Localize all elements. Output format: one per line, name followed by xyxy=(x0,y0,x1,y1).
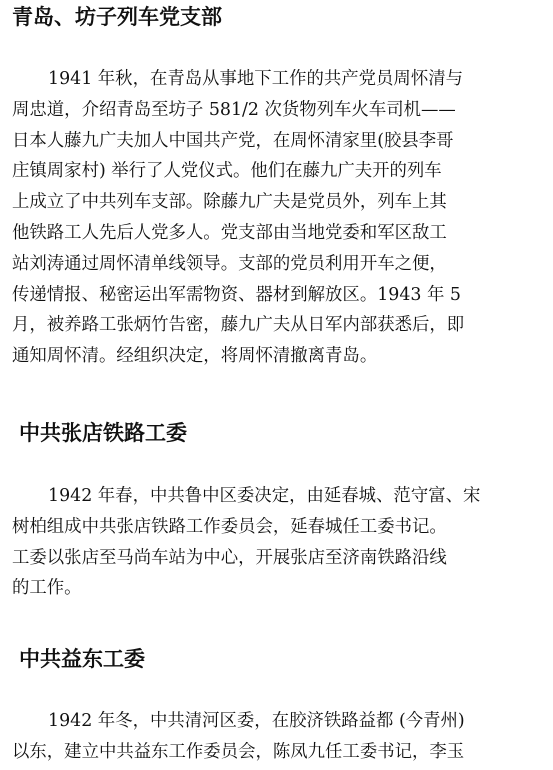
text-line: 周忠道，介绍青岛至坊子 581/2 次货物列车火车司机—— xyxy=(12,99,456,120)
section-body-yidong xyxy=(12,706,542,768)
section-body-qingdao-fangzi xyxy=(12,64,542,372)
text-line: 以东，建立中共益东工作委员会，陈凤九任工委书记，李玉 xyxy=(12,741,465,762)
text-line: 树柏组成中共张店铁路工作委员会，延春城任工委书记。 xyxy=(12,516,447,537)
text-line: 上成立了中共列车支部。除藤九广夫是党员外，列车上其 xyxy=(12,192,447,213)
section-title-qingdao-fangzi-train-party-branch: 青岛、坊子列车党支部 xyxy=(12,5,222,29)
text-line: 站刘涛通过周怀清单线领导。支部的党员利用开车之便， xyxy=(12,253,447,274)
text-line: 传递情报、秘密运出军需物资、器材到解放区。1943 年 5 xyxy=(12,284,461,305)
text-line: 1941 年秋，在青岛从事地下工作的共产党员周怀清与 xyxy=(48,69,463,89)
section-title-zhangdian-railway-work-committee: 中共张店铁路工委 xyxy=(19,421,187,445)
text-line: 通知周怀清。经组织决定，将周怀清撤离青岛。 xyxy=(12,346,378,367)
text-line: 的工作。 xyxy=(12,578,82,599)
text-line: 月，被养路工张炳竹告密，藤九广夫从日军内部获悉后，即 xyxy=(12,315,465,336)
text-line: 他铁路工人先后人党多人。党支部由当地党委和军区敌工 xyxy=(12,222,447,243)
text-line: 1942 年春，中共鲁中区委决定，由延春城、范守富、宋 xyxy=(48,486,481,506)
text-line: 工委以张店至马尚车站为中心，开展张店至济南铁路沿线 xyxy=(12,547,447,568)
section-title-yidong-work-committee: 中共益东工委 xyxy=(19,647,145,671)
text-line: 庄镇周家村) 举行了人党仪式。他们在藤九广夫开的列车 xyxy=(12,161,442,182)
section-body-zhangdian xyxy=(12,481,542,604)
text-line: 1942 年冬，中共清河区委，在胶济铁路益都 (今青州) xyxy=(48,711,465,731)
text-line: 日本人藤九广夫加人中国共产党，在周怀清家里(胶县李哥 xyxy=(12,130,454,151)
